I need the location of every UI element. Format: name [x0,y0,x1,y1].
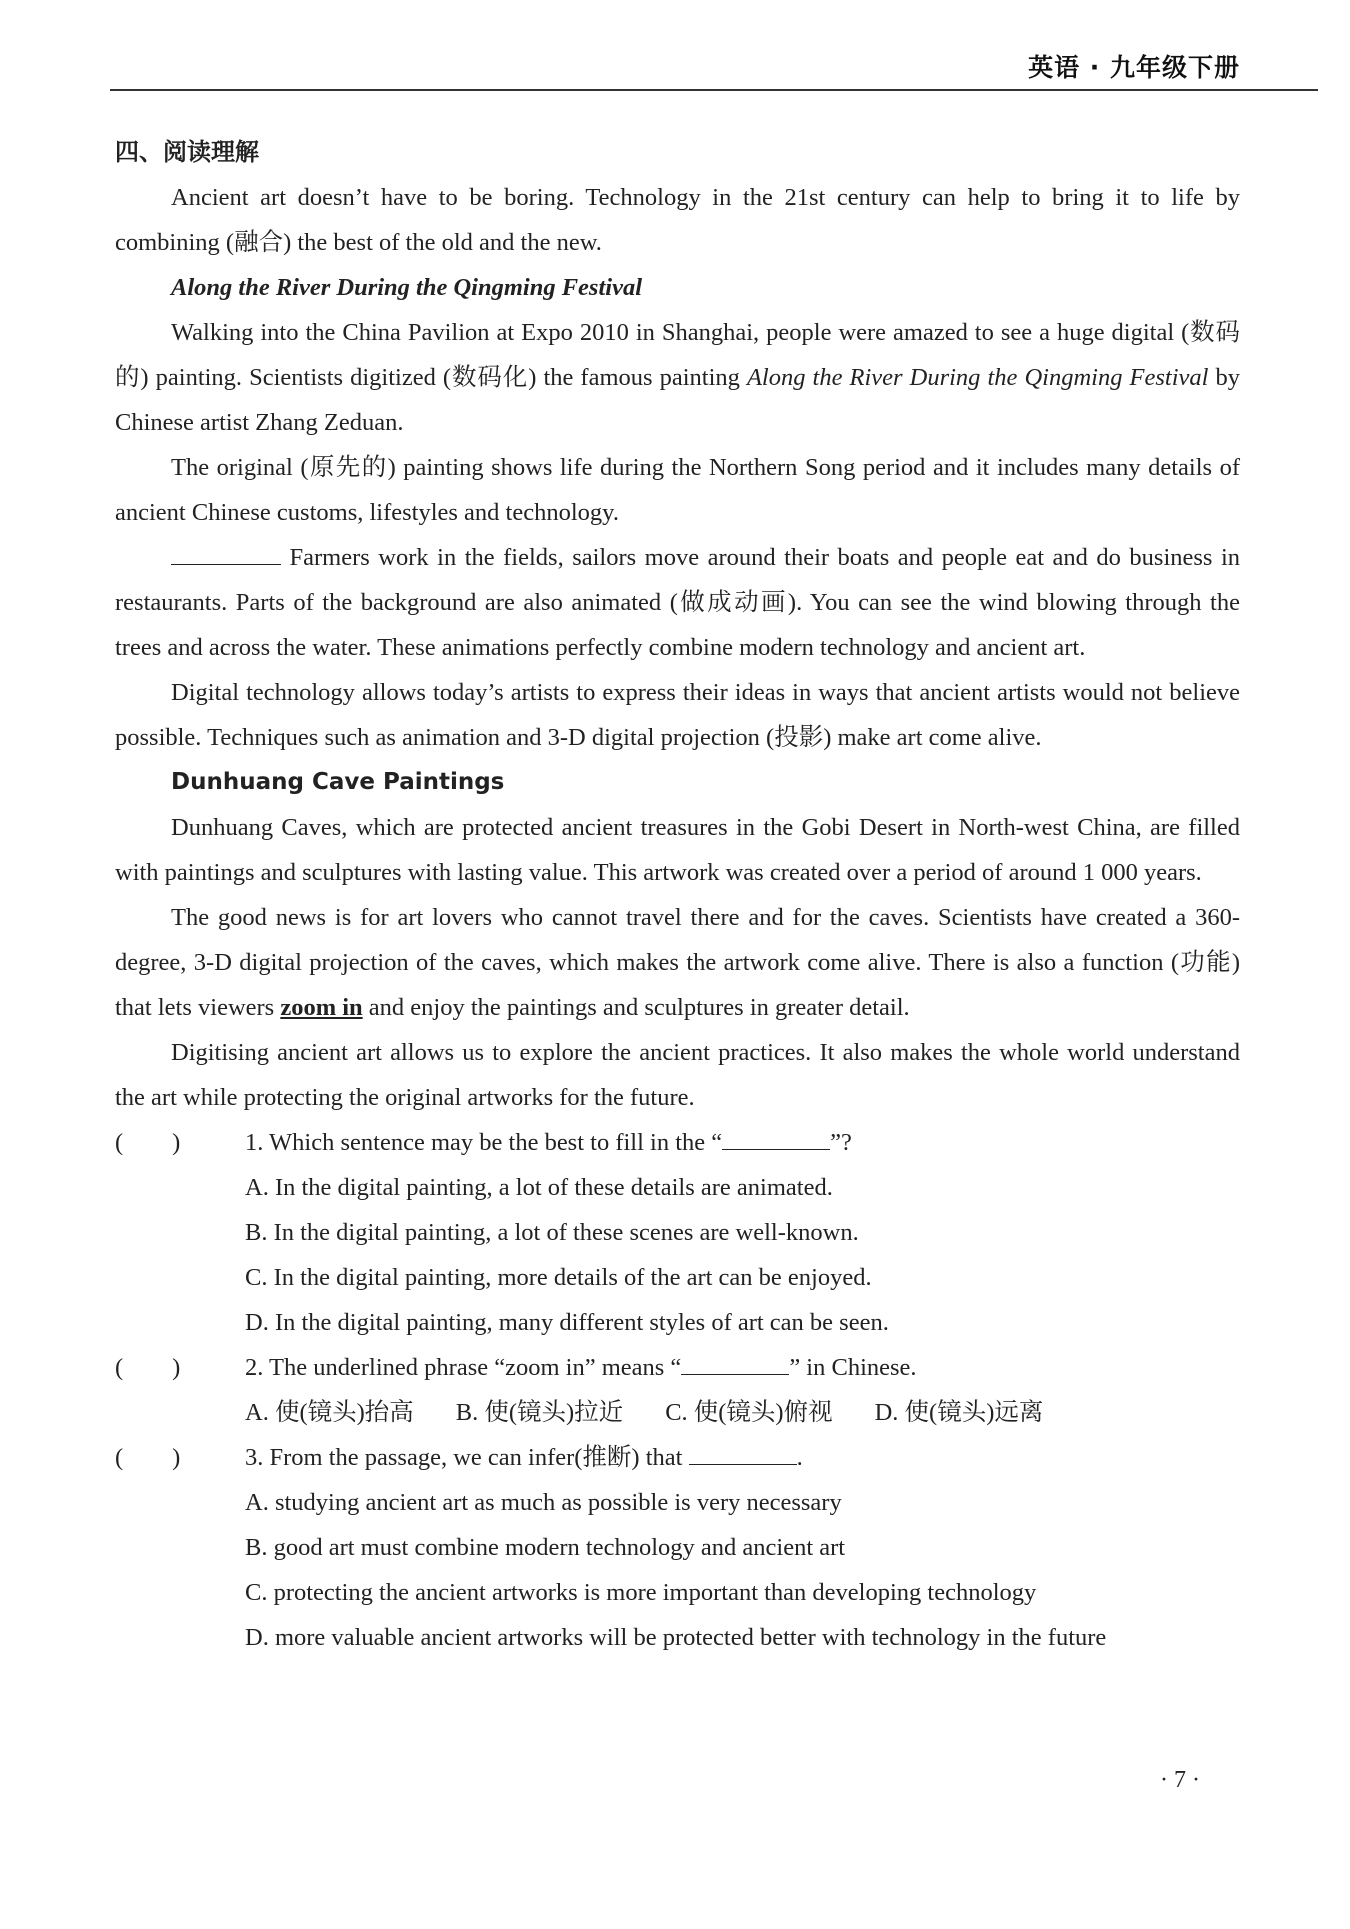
paragraph-7: Digitising ancient art allows us to explore the ancient practices. It also makes the whole world understand the art while protecting the original artworks for the future. [115,1039,1240,1111]
paragraph-5: Dunhuang Caves, which are protected ancient treasures in the Gobi Desert in North-west China, are filled with paintings and sculptures with lasting value. This artwork was created over a period of around 1 000 years. [115,814,1240,886]
intro-paragraph: Ancient art doesn’t have to be boring. Technology in the 21st century can help to bring it to life by combining (融合) the best of the old and the new. [115,184,1240,256]
option-d: D. more valuable ancient artworks will be protected better with technology in the future [245,1624,1107,1651]
paragraph-4: Digital technology allows today’s artists to express their ideas in ways that ancient artists would not believe possible. Techniques such as animation and 3-D digital projection (投影) make art come alive. [115,679,1240,751]
fill-blank[interactable] [171,544,281,565]
header-title: 英语 · 九年级下册 [1028,53,1240,82]
section-title: 四、阅读理解 [115,138,259,166]
option-c: C. 使(镜头)俯视 [665,1399,833,1426]
question-2 [115,1345,1240,1435]
question-1 [115,1120,1240,1345]
option-b: B. 使(镜头)拉近 [455,1399,624,1426]
question-stem: 2. The underlined phrase “zoom in” means “ ” in Chinese. [245,1354,917,1381]
question-stem: 3. From the passage, we can infer(推断) that . [245,1444,803,1471]
reading-section [115,130,1240,1660]
header-rule [110,89,1318,91]
question-3 [115,1435,1240,1660]
option-d: D. In the digital painting, many different styles of art can be seen. [245,1309,889,1336]
subheading-qingming: Along the River During the Qingming Festival [171,274,643,301]
underlined-phrase: zoom in [280,994,363,1021]
paragraph-2: The original (原先的) painting shows life during the Northern Song period and it includes many details of ancient Chinese customs, lifestyles and technology. [115,454,1240,526]
page-number: · 7 · [1160,1767,1200,1793]
option-d: D. 使(镜头)远离 [874,1399,1044,1426]
option-b: B. In the digital painting, a lot of these scenes are well-known. [245,1219,859,1246]
paragraph-3: Farmers work in the fields, sailors move around their boats and people eat and do business in restaurants. Parts of the background are also animated (做成动画). You can see the wind blowing through the trees and across the water. These animations perfectly combine modern technology and ancient art. [115,544,1240,661]
option-b: B. good art must combine modern technology and ancient art [245,1534,846,1561]
answer-paren[interactable]: ( ) [115,1444,181,1471]
subheading-dunhuang: Dunhuang Cave Paintings [171,769,505,795]
option-a: A. studying ancient art as much as possible is very necessary [245,1489,842,1516]
option-a: A. 使(镜头)抬高 [245,1399,414,1426]
paragraph-6: The good news is for art lovers who cannot travel there and for the caves. Scientists have created a 360-degree, 3-D digital projection of the caves, which makes the artwork come alive. There is also a function (功能) that lets viewers zoom in and enjoy the paintings and sculptures in greater detail. [115,904,1240,1021]
answer-paren[interactable]: ( ) [115,1354,181,1381]
option-c: C. In the digital painting, more details of the art can be enjoyed. [245,1264,872,1291]
question-stem: 1. Which sentence may be the best to fill in the “ ”? [245,1129,852,1156]
paragraph-1: Walking into the China Pavilion at Expo 2010 in Shanghai, people were amazed to see a huge digital (数码的) painting. Scientists digitized (数码化) the famous painting Along the River During the Qingming Festival by Chinese artist Zhang Zeduan. [115,319,1240,436]
option-a: A. In the digital painting, a lot of these details are animated. [245,1174,833,1201]
painting-title: Along the River During the Qingming Festival [746,364,1209,391]
option-c: C. protecting the ancient artworks is more important than developing technology [245,1579,1037,1606]
answer-paren[interactable]: ( ) [115,1129,181,1156]
